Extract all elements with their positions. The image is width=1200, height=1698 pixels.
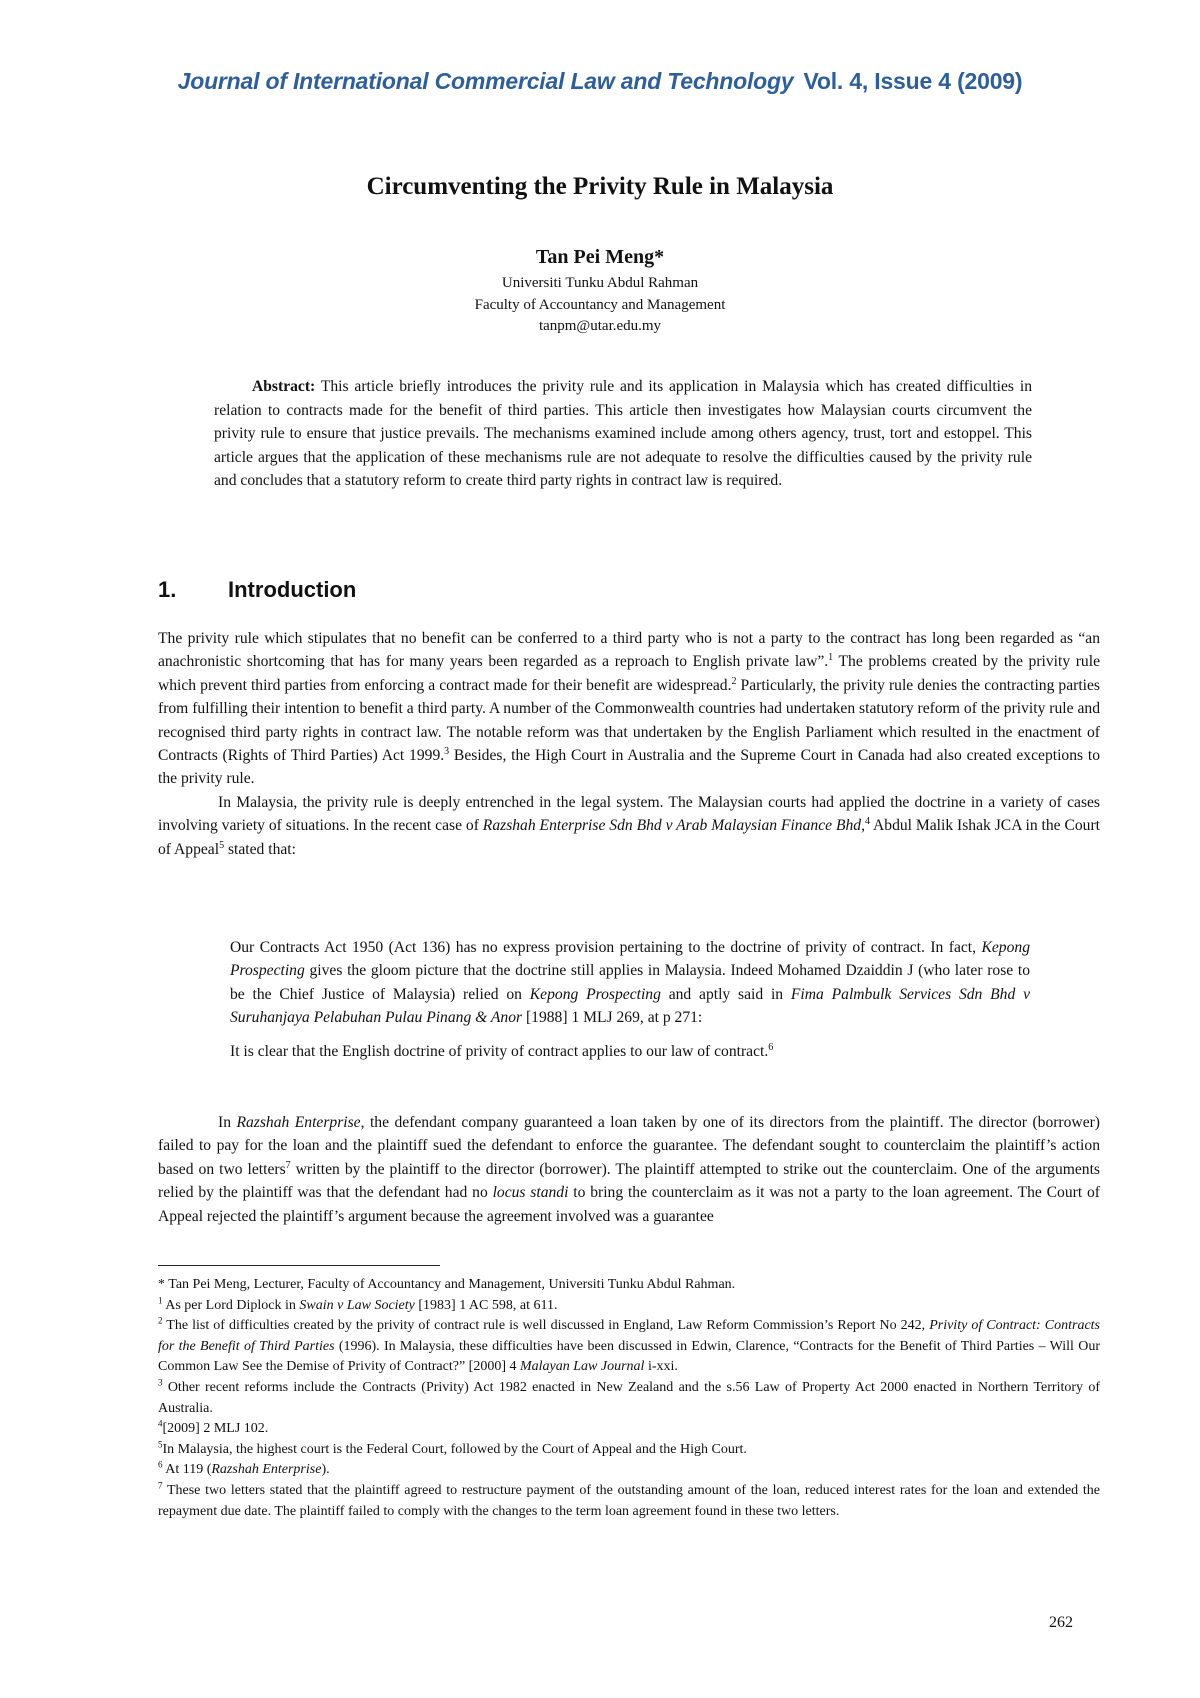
footnote-2: $^2$ The list of difficulties created by the privity of contract rule is well discussed in England, Law Reform Commission’s Report No 242, Privity of Contract: Contracts for the Benefit of Third Parties (1996). In Malaysia, these difficulties have been discussed in Edwin, Clarence, “Contracts for the Benefit of Third Parties – Will Our Common Law See the Demise of Privity of Contract?” [2000] 4 Malayan Law Journal i-xxi.: [158, 1315, 1100, 1375]
case-name: Razshah Enterprise Sdn Bhd v Arab Malaysian Finance Bhd: [482, 817, 862, 835]
paragraph-3: In Razshah Enterprise, the defendant company guaranteed a loan taken by one of its directors from the plaintiff. The director (borrower) failed to pay for the loan and the plaintiff sued the defendant to enforce the guarantee. The defendant sought to counterclaim the plaintiff’s action based on two letters$^7$ written by the plaintiff to the director (borrower). The plaintiff attempted to strike out the counterclaim. One of the arguments relied by the plaintiff was that the defendant had no locus standi to bring the counterclaim as it was not a party to the loan agreement. The Court of Appeal rejected the plaintiff’s argument because the agreement involved was a guarantee: [158, 1114, 1101, 1225]
footnote-ref-1: 1: [828, 652, 834, 664]
journal-header: [0, 68, 1200, 95]
article-title: Circumventing the Privity Rule in Malaysia: [366, 173, 834, 200]
footnote-1: $^1$ As per Lord Diplock in Swain v Law Society [1983] 1 AC 598, at 611.: [158, 1294, 558, 1313]
footnote-separator: [158, 1265, 440, 1266]
section-heading: [158, 577, 356, 603]
footnote-3: $^3$ Other recent reforms include the Contracts (Privity) Act 1982 enacted in New Zealand and the s.56 Law of Property Act 2000 enacted in Northern Territory of Australia.: [158, 1377, 1100, 1416]
body-text-bottom: [158, 1111, 1100, 1228]
footnote-ref-7: 7: [285, 1159, 291, 1171]
footnote-5: $^5$In Malaysia, the highest court is the Federal Court, followed by the Court of Appeal and the High Court.: [158, 1439, 747, 1457]
paragraph-1: The privity rule which stipulates that no benefit can be conferred to a third party who is not a party to the contract has long been regarded as “an anachronistic shortcoming that has for many years been regarded as a reproach to English private law”.$^1$ The problems created by the privity rule which prevent third parties from enforcing a contract made for their benefit are widespread.$^2$ Particularly, the privity rule denies the contracting parties from fulfilling their intention to benefit a third party. A number of the Commonwealth countries had undertaken statutory reform of the privity rule and recognised third party rights in contract law. The notable reform was that undertaken by the English Parliament which resulted in the enactment of Contracts (Rights of Third Parties) Act 1999.$^3$ Besides, the High Court in Australia and the Supreme Court in Canada had also created exceptions to the privity rule.: [158, 630, 1100, 788]
body-text-top: [158, 627, 1100, 861]
abstract-label: Abstract:: [252, 378, 316, 395]
section-title: Introduction: [228, 577, 357, 602]
footnote-6: $^6$ At 119 (Razshah Enterprise).: [158, 1459, 330, 1478]
author-name: Tan Pei Meng*: [535, 246, 665, 268]
page-number: 262: [1049, 1614, 1073, 1631]
footnote-ref-2: 2: [731, 675, 737, 687]
footnotes: [158, 1275, 1100, 1522]
footnote-author: * Tan Pei Meng, Lecturer, Faculty of Accountancy and Management, Universiti Tunku Abdul Rahman.: [158, 1277, 736, 1292]
author-affiliation: [0, 273, 1200, 338]
footnote-7: $^7$ These two letters stated that the plaintiff agreed to restructure payment of the outstanding amount of the loan, reduced interest rates for the loan and extended the repayment due date. The plaintiff failed to comply with the changes to the term loan agreement found in these two letters.: [158, 1480, 1100, 1519]
section-number: 1.: [158, 577, 177, 602]
paragraph-2: In Malaysia, the privity rule is deeply entrenched in the legal system. The Malaysian courts had applied the doctrine in a variety of cases involving variety of situations. In the recent case of Razshah Enterprise Sdn Bhd v Arab Malaysian Finance Bhd,$^4$ Abdul Malik Ishak JCA in the Court of Appeal$^5$ stated that:: [158, 793, 1100, 858]
quote-paragraph-2: It is clear that the English doctrine of privity of contract applies to our law of contract.$^6$: [230, 1041, 774, 1060]
footnote-ref-6: 6: [768, 1041, 774, 1053]
footnote-ref-5: 5: [219, 839, 225, 851]
footnote-ref-4: 4: [864, 816, 870, 828]
quote-paragraph-1: Our Contracts Act 1950 (Act 136) has no express provision pertaining to the doctrine of privity of contract. In fact, Kepong Prospecting gives the gloom picture that the doctrine still applies in Malaysia. Indeed Mohamed Dzaiddin J (who later rose to be the Chief Justice of Malaysia) relied on Kepong Prospecting and aptly said in Fima Palmbulk Services Sdn Bhd v Suruhanjaya Pelabuhan Pulau Pinang & Anor [1988] 1 MLJ 269, at p 271:: [230, 939, 1031, 1027]
abstract-text: This article briefly introduces the privity rule and its application in Malaysia which has created difficulties in relation to contracts made for the benefit of third parties. This article then investigates how Malaysian courts circumvent the privity rule to ensure that justice prevails. The mechanisms examined include among others agency, trust, tort and estoppel. This article argues that the application of these mechanisms rule are not adequate to resolve the difficulties caused by the privity rule and concludes that a statutory reform to create third party rights in contract law is required.: [214, 378, 1032, 490]
journal-name: Journal of International Commercial Law and Technology: [177, 68, 794, 94]
author-email: tanpm@utar.edu.my: [538, 318, 662, 334]
footnote-4: $^4$[2009] 2 MLJ 102.: [158, 1418, 269, 1437]
affiliation-faculty: Faculty of Accountancy and Management: [474, 296, 726, 313]
abstract: [214, 375, 1032, 493]
affiliation-university: Universiti Tunku Abdul Rahman: [501, 275, 699, 291]
journal-volume: Vol. 4, Issue 4 (2009): [803, 68, 1023, 94]
block-quote: [230, 936, 1030, 1063]
footnote-ref-3: 3: [444, 745, 450, 757]
